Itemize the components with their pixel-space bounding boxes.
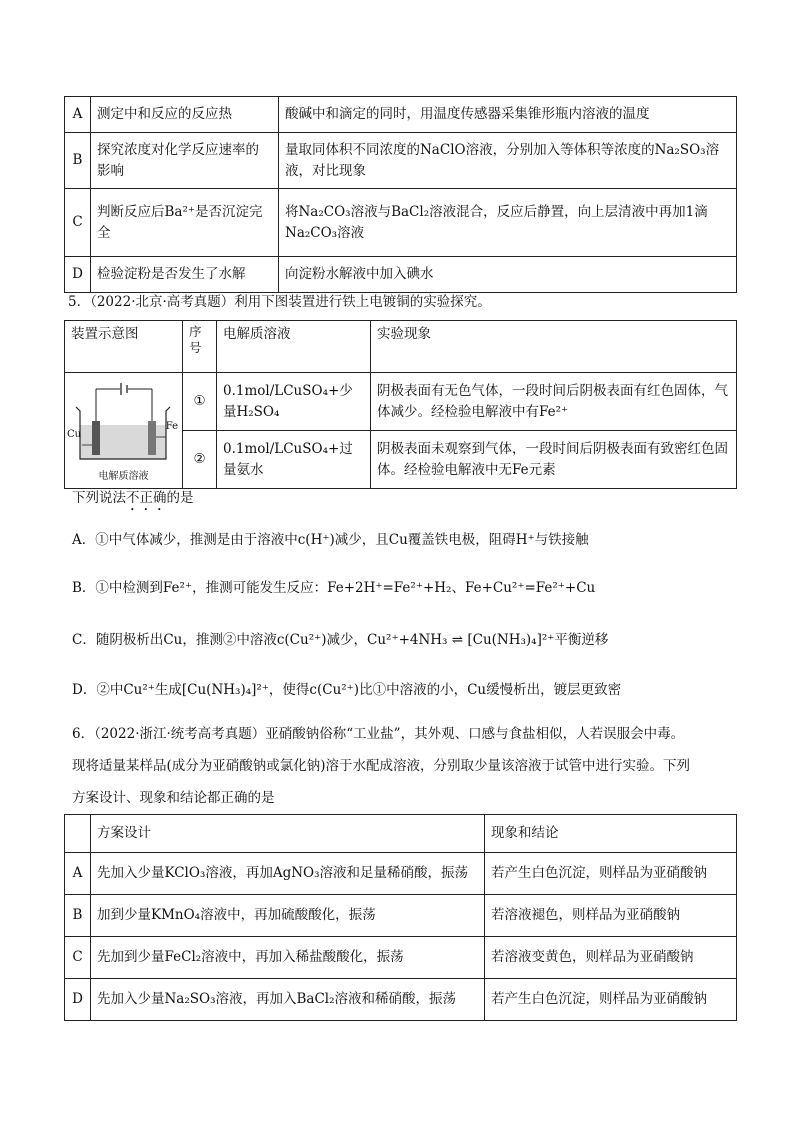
apparatus-diagram-cell xyxy=(65,373,183,489)
result-cell: 若溶液变黄色，则样品为亚硝酸钠 xyxy=(485,937,737,979)
header-apparatus: 装置示意图 xyxy=(65,321,183,373)
purpose-cell: 判断反应后Ba²⁺是否沉淀完全 xyxy=(91,189,279,257)
fe-electrode xyxy=(148,421,156,455)
prompt-post: 的是 xyxy=(166,490,194,506)
purpose-cell: 检验淀粉是否发生了水解 xyxy=(91,257,279,293)
header-design: 方案设计 xyxy=(91,815,485,853)
row-label: D xyxy=(65,257,91,293)
row-label: A xyxy=(65,853,91,895)
method-cell: 将Na₂CO₃溶液与BaCl₂溶液混合，反应后静置，向上层清液中再加1滴Na₂CO₃溶液 xyxy=(279,189,737,257)
cu-electrode xyxy=(92,421,100,455)
purpose-cell: 测定中和反应的反应热 xyxy=(91,97,279,133)
seq-cell: ② xyxy=(183,431,217,489)
question-5-prompt xyxy=(72,488,194,514)
fe-label: Fe xyxy=(165,421,178,432)
experiment-table-1 xyxy=(64,96,737,293)
option-d: D．②中Cu²⁺生成[Cu(NH₃)₄]²⁺，使得c(Cu²⁺)比①中溶液的小，Cu缓慢析出，镀层更致密 xyxy=(72,682,622,698)
row-label: D xyxy=(65,979,91,1021)
row-label: A xyxy=(65,97,91,133)
row-label: C xyxy=(65,937,91,979)
method-cell: 酸碱中和滴定的同时，用温度传感器采集锥形瓶内溶液的温度 xyxy=(279,97,737,133)
design-cell: 先加入少量KClO₃溶液，再加AgNO₃溶液和足量稀硝酸，振荡 xyxy=(91,853,485,895)
table-row xyxy=(65,257,737,293)
table-row xyxy=(65,979,737,1021)
table-row xyxy=(65,97,737,133)
cu-label: Cu xyxy=(67,429,82,440)
question-6-stem-line2: 现将适量某样品(成分为亚硝酸钠或氯化钠)溶于水配成溶液，分别取少量该溶液于试管中进行实验。下列 xyxy=(72,758,691,774)
result-cell: 若产生白色沉淀，则样品为亚硝酸钠 xyxy=(485,979,737,1021)
table-row xyxy=(65,895,737,937)
row-label: C xyxy=(65,189,91,257)
table-header-row xyxy=(65,815,737,853)
header-result: 现象和结论 xyxy=(485,815,737,853)
prompt-pre: 下列说法 xyxy=(72,490,126,506)
table-row xyxy=(65,937,737,979)
option-c: C．随阴极析出Cu，推测②中溶液c(Cu²⁺)减少，Cu²⁺+4NH₃ ⇌ [Cu(NH₃)₄]²⁺平衡逆移 xyxy=(72,632,609,648)
electroplating-table xyxy=(64,320,737,489)
option-a: A．①中气体减少，推测是由于溶液中c(H⁺)减少，且Cu覆盖铁电极，阻碍H⁺与铁接触 xyxy=(72,532,589,548)
table-row xyxy=(65,133,737,189)
result-cell: 若产生白色沉淀，则样品为亚硝酸钠 xyxy=(485,853,737,895)
phenomenon-cell: 阴极表面有无色气体，一段时间后阴极表面有红色固体，气体减少。经检验电解液中有Fe²⁺ xyxy=(371,373,737,431)
header-electrolyte: 电解质溶液 xyxy=(217,321,371,373)
nitrite-test-table xyxy=(64,814,737,1021)
purpose-cell: 探究浓度对化学反应速率的影响 xyxy=(91,133,279,189)
option-b: B．①中检测到Fe²⁺，推测可能发生反应：Fe+2H⁺=Fe²⁺+H₂、Fe+Cu²⁺=Fe²⁺+Cu xyxy=(72,580,596,596)
question-6-stem-line1: 6．（2022·浙江·统考高考真题）亚硝酸钠俗称“工业盐”，其外观、口感与食盐相似，人若误服会中毒。 xyxy=(72,726,685,742)
design-cell: 先加到少量FeCl₂溶液中，再加入稀盐酸酸化，振荡 xyxy=(91,937,485,979)
wire-icon xyxy=(96,389,152,421)
row-label: B xyxy=(65,895,91,937)
question-5-stem: 5．（2022·北京·高考真题）利用下图装置进行铁上电镀铜的实验探究。 xyxy=(68,294,491,310)
seq-cell: ① xyxy=(183,373,217,431)
method-cell: 量取同体积不同浓度的NaClO溶液，分别加入等体积等浓度的Na₂SO₃溶液，对比现象 xyxy=(279,133,737,189)
question-6-stem-line3: 方案设计、现象和结论都正确的是 xyxy=(72,790,275,806)
table-row xyxy=(65,373,737,431)
design-cell: 加到少量KMnO₄溶液中，再加硫酸酸化，振荡 xyxy=(91,895,485,937)
header-phenomenon: 实验现象 xyxy=(371,321,737,373)
row-label: B xyxy=(65,133,91,189)
header-blank xyxy=(65,815,91,853)
design-cell: 先加入少量Na₂SO₃溶液，再加入BaCl₂溶液和稀硝酸，振荡 xyxy=(91,979,485,1021)
method-cell: 向淀粉水解液中加入碘水 xyxy=(279,257,737,293)
electrolyte-cell: 0.1mol/LCuSO₄+过量氨水 xyxy=(217,431,371,489)
electrolyte-cell: 0.1mol/LCuSO₄+少量H₂SO₄ xyxy=(217,373,371,431)
table-header-row xyxy=(65,321,737,373)
result-cell: 若溶液褪色，则样品为亚硝酸钠 xyxy=(485,895,737,937)
diagram-caption: 电解质溶液 xyxy=(98,470,149,482)
table-row xyxy=(65,189,737,257)
header-seq-label: 序号 xyxy=(189,324,202,356)
battery-icon xyxy=(121,383,127,395)
table-row xyxy=(65,853,737,895)
header-seq xyxy=(183,321,217,373)
phenomenon-cell: 阴极表面未观察到气体，一段时间后阴极表面有致密红色固体。经检验电解液中无Fe元素 xyxy=(371,431,737,489)
prompt-emphasis: 不正确 xyxy=(126,490,167,506)
